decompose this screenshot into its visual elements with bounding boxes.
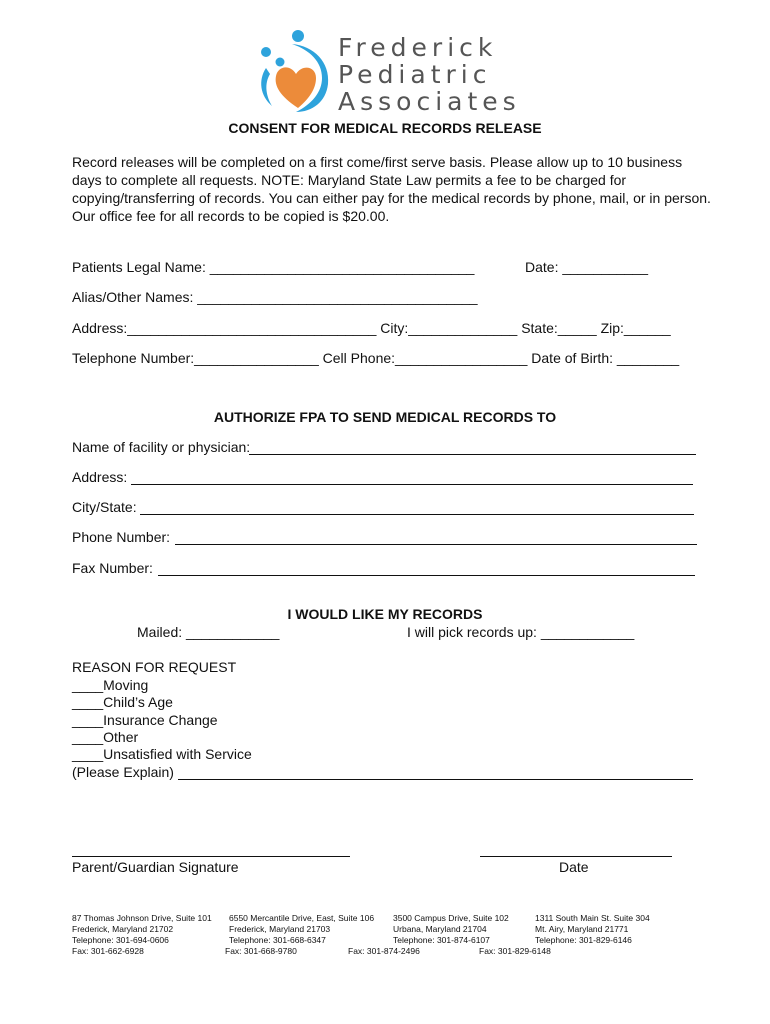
reason-option-moving[interactable]: ____Moving <box>72 677 149 693</box>
reason-option-insurance-change[interactable]: ____Insurance Change <box>72 712 218 728</box>
heart-family-logo-icon <box>256 28 334 112</box>
pickup-field[interactable]: I will pick records up: ____________ <box>407 624 635 640</box>
auth-address-label: Address: <box>72 469 128 485</box>
office-street: 1311 South Main St. Suite 304 <box>535 913 650 923</box>
phone-number-label: Phone Number: <box>72 529 171 545</box>
telephone-cell-dob-field[interactable]: Telephone Number:________________ Cell Phone:_________________ Date of Birth: ________ <box>72 350 680 366</box>
office-city: Mt. Airy, Maryland 21771 <box>535 924 629 934</box>
date-field[interactable]: Date: ___________ <box>525 259 648 275</box>
alias-field[interactable]: Alias/Other Names: ____________________________________ <box>72 289 478 305</box>
office-city: Frederick, Maryland 21703 <box>229 924 331 934</box>
logo-line-1: Frederick <box>338 33 498 62</box>
office-fax: Fax: 301-668-9780 <box>225 946 297 956</box>
patient-legal-name-field[interactable]: Patients Legal Name: __________________________________ <box>72 259 475 275</box>
phone-number-line[interactable] <box>175 544 697 545</box>
office-city: Urbana, Maryland 21704 <box>393 924 487 934</box>
office-phone: Telephone: 301-694-0606 <box>72 935 169 945</box>
office-phone: Telephone: 301-829-6146 <box>535 935 632 945</box>
mailed-field[interactable]: Mailed: ____________ <box>137 624 280 640</box>
reason-option-childs-age[interactable]: ____Child’s Age <box>72 694 173 710</box>
auth-address-line[interactable] <box>131 484 693 485</box>
delivery-heading: I WOULD LIKE MY RECORDS <box>287 606 483 622</box>
office-city: Frederick, Maryland 21702 <box>72 924 174 934</box>
facility-line[interactable] <box>249 454 696 455</box>
facility-label: Name of facility or physician: <box>72 439 251 455</box>
please-explain-line[interactable] <box>178 779 693 780</box>
office-fax: Fax: 301-829-6148 <box>479 946 551 956</box>
city-state-line[interactable] <box>140 514 694 515</box>
office-street: 6550 Mercantile Drive, East, Suite 106 <box>229 913 375 923</box>
authorize-heading: AUTHORIZE FPA TO SEND MEDICAL RECORDS TO <box>213 409 557 425</box>
reason-heading: REASON FOR REQUEST <box>72 659 237 675</box>
signature-date-line[interactable] <box>480 856 672 857</box>
parent-signature-line[interactable] <box>72 856 350 857</box>
office-phone: Telephone: 301-668-6347 <box>229 935 326 945</box>
parent-signature-label: Parent/Guardian Signature <box>72 859 239 875</box>
city-state-label: City/State: <box>72 499 137 515</box>
signature-date-label: Date <box>559 859 589 875</box>
intro-paragraph: Record releases will be completed on a first come/first serve basis. Please allow up to 10 business days to complete all requests. NOTE: Maryland State Law permits a fee to be charged for copying/transferring of records. You can either pay for the medical records by phone, mail, or in person. Our office fee for all records to be copied is $20.00. <box>72 154 711 224</box>
logo-line-3: Associates <box>338 87 521 116</box>
logo-line-2: Pediatric <box>338 60 492 89</box>
office-fax: Fax: 301-662-6928 <box>72 946 144 956</box>
office-phone: Telephone: 301-874-6107 <box>393 935 490 945</box>
address-city-state-zip-field[interactable]: Address:________________________________ City:______________ State:_____ Zip:______ <box>72 320 671 336</box>
fax-number-line[interactable] <box>158 575 695 576</box>
office-street: 87 Thomas Johnson Drive, Suite 101 <box>72 913 212 923</box>
please-explain-label: (Please Explain) <box>72 764 174 780</box>
fax-number-label: Fax Number: <box>72 560 153 576</box>
page-title: CONSENT FOR MEDICAL RECORDS RELEASE <box>228 120 542 136</box>
reason-option-unsatisfied[interactable]: ____Unsatisfied with Service <box>72 746 252 762</box>
office-fax: Fax: 301-874-2496 <box>348 946 420 956</box>
office-street: 3500 Campus Drive, Suite 102 <box>393 913 509 923</box>
reason-option-other[interactable]: ____Other <box>72 729 139 745</box>
